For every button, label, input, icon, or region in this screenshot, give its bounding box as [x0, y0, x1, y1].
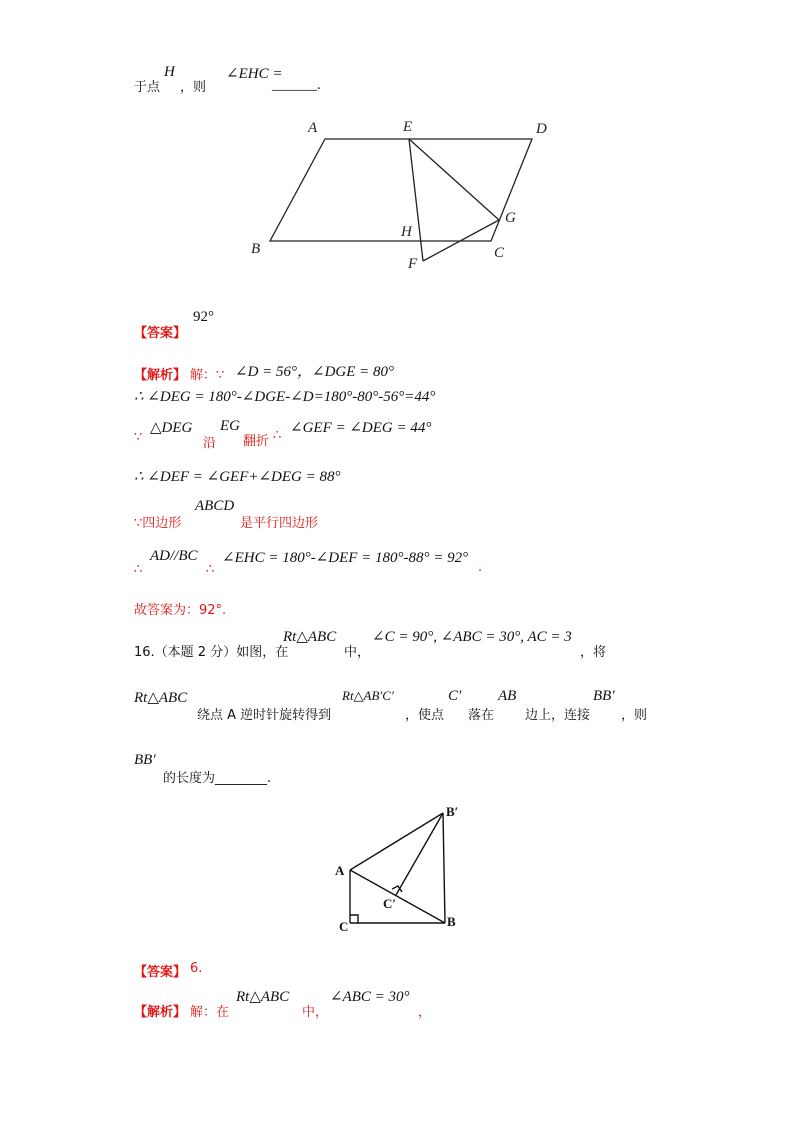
- analysis-1-line6-dot: .: [478, 560, 483, 575]
- segment-bb-prime: [443, 813, 445, 923]
- q16-bb-prime: BB′: [593, 688, 615, 704]
- q16-length-text: 的长度为________.: [163, 771, 272, 786]
- top-expr: ∠EHC =: [226, 66, 283, 82]
- segment-b-prime-c-prime: [396, 813, 443, 895]
- label-c-2: C: [339, 919, 349, 934]
- label-a-2: A: [335, 863, 345, 878]
- label-f: F: [408, 256, 418, 272]
- q16-ab: AB: [498, 688, 517, 704]
- label-c-prime: C′: [383, 896, 397, 911]
- analysis-1-line6-parallel: AD//BC: [150, 548, 198, 564]
- analysis-1-conclusion: 故答案为：92°.: [134, 603, 227, 618]
- analysis-1-line2-math: ∴ ∠DEG = 180°-∠DGE-∠D=180°-80°-56°=44°: [134, 389, 436, 405]
- analysis-1-line5-text: 是平行四边形: [240, 516, 319, 531]
- analysis-1-line3-fold: 翻折: [243, 434, 270, 449]
- analysis-2-math: ∠ABC = 30°: [330, 989, 410, 1005]
- analysis-2-tag: 【解析】: [134, 1005, 187, 1020]
- right-angle-mark-c: [350, 915, 358, 923]
- top-blank: ______.: [272, 77, 321, 93]
- analysis-1-line6-math: ∠EHC = 180°-∠DEF = 180°-88° = 92°: [222, 550, 469, 566]
- q16-zhong: 中，: [344, 645, 371, 660]
- answer-2-tag: 【答案】: [134, 965, 187, 980]
- q16-jiang: ，将: [580, 645, 607, 660]
- q16-c-prime: C′: [448, 688, 462, 704]
- label-b: B: [251, 241, 261, 257]
- label-h: H: [401, 224, 412, 240]
- analysis-1-line3-tri: △DEG: [150, 420, 193, 436]
- answer-1-tag: 【答案】: [134, 326, 187, 341]
- q16-make-text: ，使点: [405, 708, 445, 723]
- analysis-2-rt: Rt△ABC: [236, 989, 290, 1005]
- label-c: C: [494, 245, 505, 261]
- top-point-h: H: [164, 64, 175, 80]
- label-d: D: [536, 121, 547, 137]
- analysis-1-intro: 解：∵: [190, 368, 225, 383]
- q16-number: 16.（本题 2 分）如图，在: [134, 645, 289, 660]
- label-e: E: [403, 119, 413, 135]
- q16-rt-abc-2: Rt△ABC: [134, 690, 188, 706]
- top-mid: ，则: [180, 80, 207, 95]
- analysis-2-text: 解：在: [190, 1005, 230, 1020]
- q16-rt-abc-prime: Rt△AB′C′: [342, 688, 394, 703]
- segment-ab: [350, 870, 445, 923]
- segment-eg: [409, 139, 499, 220]
- analysis-1-line3-therefore: ∴: [273, 428, 282, 443]
- analysis-1-line3-along: 沿: [203, 436, 217, 451]
- analysis-1-line1-math: ∠D = 56°，∠DGE = 80°: [235, 364, 395, 380]
- answer-2-value: 6.: [190, 961, 203, 976]
- q16-fall-text: 落在: [468, 708, 495, 723]
- q16-edge-text: 边上，连接: [525, 708, 591, 723]
- parallelogram-figure: [240, 110, 570, 280]
- analysis-1-line5-because: ∵四边形: [134, 516, 182, 531]
- triangle-figure: [330, 800, 470, 940]
- label-g: G: [505, 210, 516, 226]
- segment-ab-prime: [350, 813, 443, 870]
- top-prefix: 于点: [134, 80, 161, 95]
- analysis-1-line3-math: ∠GEF = ∠DEG = 44°: [290, 420, 432, 436]
- analysis-1-tag: 【解析】: [134, 368, 187, 383]
- segment-ef: [409, 139, 423, 261]
- label-b-2: B: [447, 914, 456, 929]
- analysis-1-line5-abcd: ABCD: [195, 498, 235, 514]
- q16-then-text: ，则: [621, 708, 648, 723]
- q16-conditions: ∠C = 90°, ∠ABC = 30°, AC = 3: [372, 629, 572, 645]
- analysis-2-comma: ，: [418, 1005, 432, 1020]
- label-b-prime: B′: [446, 804, 459, 819]
- q16-rotate-text: 绕点 A 逆时针旋转得到: [197, 708, 332, 723]
- answer-1-value: 92°: [193, 309, 214, 325]
- analysis-1-line6-therefore2: ∴: [206, 562, 215, 577]
- analysis-2-zhong: 中，: [302, 1005, 329, 1020]
- q16-bb-prime-2: BB′: [134, 752, 156, 768]
- analysis-1-line6-therefore1: ∴: [134, 562, 143, 577]
- analysis-1-line3-because: ∵: [134, 430, 143, 445]
- analysis-1-line3-eg: EG: [220, 418, 240, 434]
- q16-rt-abc: Rt△ABC: [283, 629, 337, 645]
- label-a: A: [308, 120, 318, 136]
- analysis-1-line4-math: ∴ ∠DEF = ∠GEF+∠DEG = 88°: [134, 469, 341, 485]
